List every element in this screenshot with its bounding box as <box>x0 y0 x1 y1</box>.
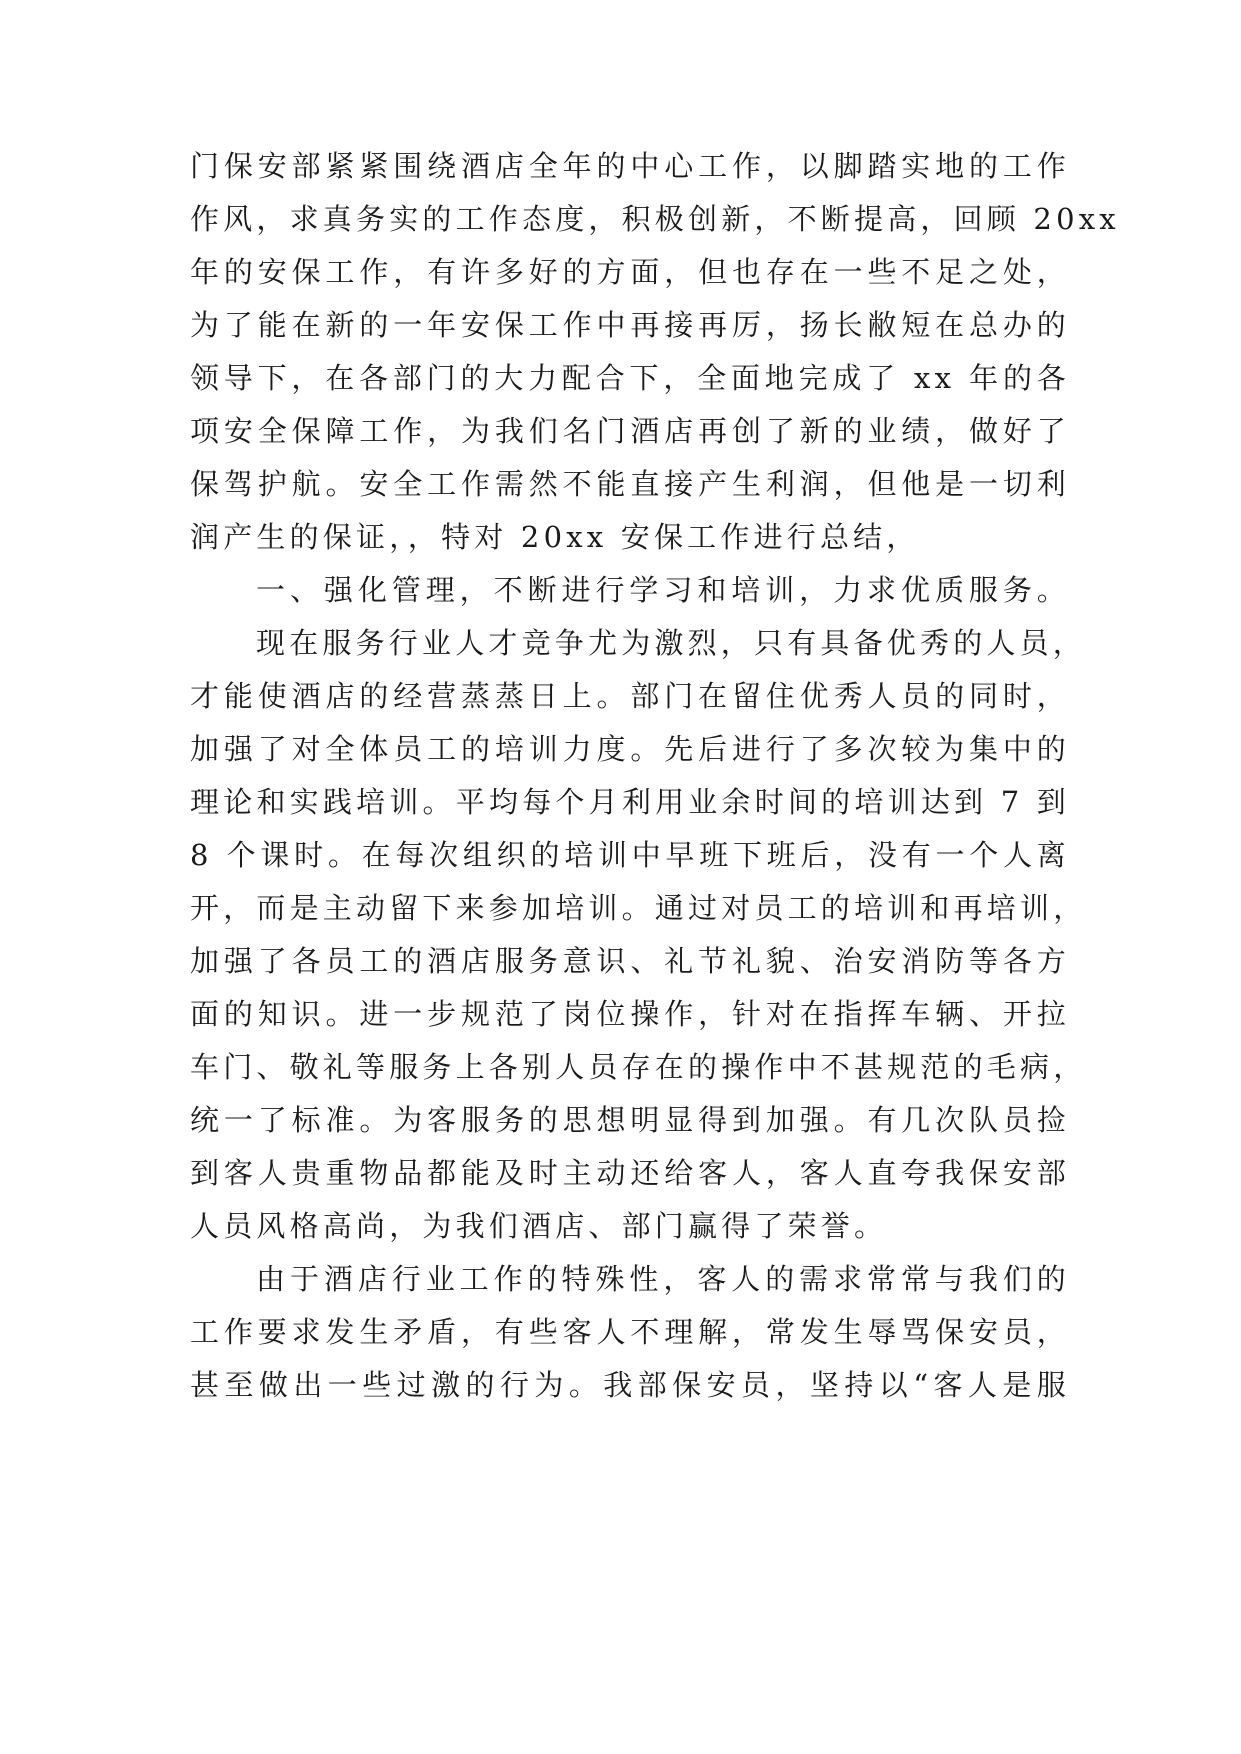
section-heading: 一、强化管理，不断进行学习和培训，力求优质服务。 <box>256 573 1070 607</box>
text-line: 年的安保工作，有许多好的方面，但也存在一些不足之处， <box>190 255 1070 289</box>
text-line: 领导下，在各部门的大力配合下，全面地完成了 xx 年的各 <box>190 361 1070 395</box>
text-line: 加强了各员工的酒店服务意识、礼节礼貌、治安消防等各方 <box>190 944 1070 978</box>
text-line: 统一了标准。为客服务的思想明显得到加强。有几次队员捡 <box>190 1103 1070 1137</box>
text-line: 车门、敬礼等服务上各别人员存在的操作中不甚规范的毛病， <box>190 1050 1087 1084</box>
text-line: 理论和实践培训。平均每个月利用业余时间的培训达到 7 到 <box>190 785 1070 819</box>
text-line: 工作要求发生矛盾，有些客人不理解，常发生辱骂保安员， <box>190 1315 1070 1349</box>
text-line: 8 个课时。在每次组织的培训中早班下班后，没有一个人离 <box>190 838 1070 872</box>
text-line: 润产生的保证，，特对 20xx 安保工作进行总结， <box>190 520 920 554</box>
text-line: 保驾护航。安全工作需然不能直接产生利润，但他是一切利 <box>190 467 1070 501</box>
text-line: 现在服务行业人才竞争尤为激烈，只有具备优秀的人员， <box>256 626 1087 660</box>
text-line: 加强了对全体员工的培训力度。先后进行了多次较为集中的 <box>190 732 1070 766</box>
text-line: 到客人贵重物品都能及时主动还给客人，客人直夸我保安部 <box>190 1156 1070 1190</box>
text-line: 作风，求真务实的工作态度，积极创新，不断提高，回顾 20xx <box>190 202 1120 236</box>
text-line: 才能使酒店的经营蒸蒸日上。部门在留住优秀人员的同时， <box>190 679 1070 713</box>
text-line: 开，而是主动留下来参加培训。通过对员工的培训和再培训， <box>190 891 1087 925</box>
text-line: 项安全保障工作，为我们名门酒店再创了新的业绩，做好了 <box>190 414 1070 448</box>
text-line: 人员风格高尚，为我们酒店、部门赢得了荣誉。 <box>190 1209 888 1243</box>
text-line: 由于酒店行业工作的特殊性，客人的需求常常与我们的 <box>256 1262 1070 1296</box>
text-line: 面的知识。进一步规范了岗位操作，针对在指挥车辆、开拉 <box>190 997 1070 1031</box>
text-line: 门保安部紧紧围绕酒店全年的中心工作，以脚踏实地的工作 <box>190 149 1070 183</box>
text-line: 甚至做出一些过激的行为。我部保安员，坚持以“客人是服 <box>190 1368 1070 1402</box>
text-line: 为了能在新的一年安保工作中再接再厉，扬长敝短在总办的 <box>190 308 1070 342</box>
